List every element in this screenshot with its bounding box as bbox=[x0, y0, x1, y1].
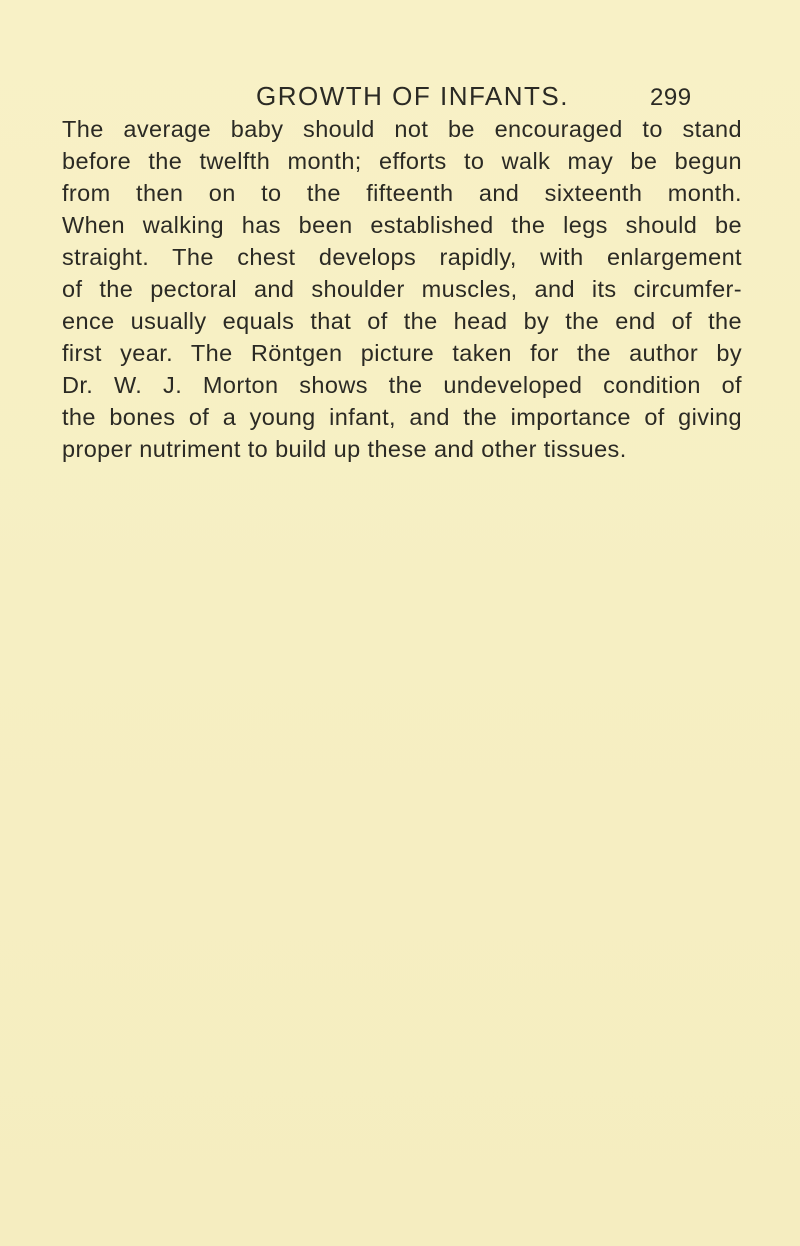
text-line: The average baby should not be encouraged to stand bbox=[62, 116, 742, 142]
text-line: straight. The chest develops rapidly, with enlargement bbox=[62, 244, 742, 270]
running-title: GROWTH OF INFANTS. bbox=[256, 81, 569, 111]
text-line: Dr. W. J. Morton shows the undeveloped condition of bbox=[62, 372, 742, 398]
text-line: the bones of a young infant, and the importance of giving bbox=[62, 404, 742, 430]
text-line: from then on to the fifteenth and sixteenth month. bbox=[62, 180, 742, 206]
text-line: before the twelfth month; efforts to walk may be begun bbox=[62, 148, 742, 174]
text-line: of the pectoral and shoulder muscles, and its circumfer- bbox=[62, 276, 742, 302]
body-paragraph bbox=[62, 113, 742, 465]
running-head bbox=[0, 78, 800, 114]
text-line: first year. The Röntgen picture taken for the author by bbox=[62, 340, 742, 366]
text-line: ence usually equals that of the head by the end of the bbox=[62, 308, 742, 334]
page-number: 299 bbox=[650, 84, 692, 111]
text-line: proper nutriment to build up these and other tissues. bbox=[62, 436, 627, 462]
text-line: When walking has been established the legs should be bbox=[62, 212, 742, 238]
